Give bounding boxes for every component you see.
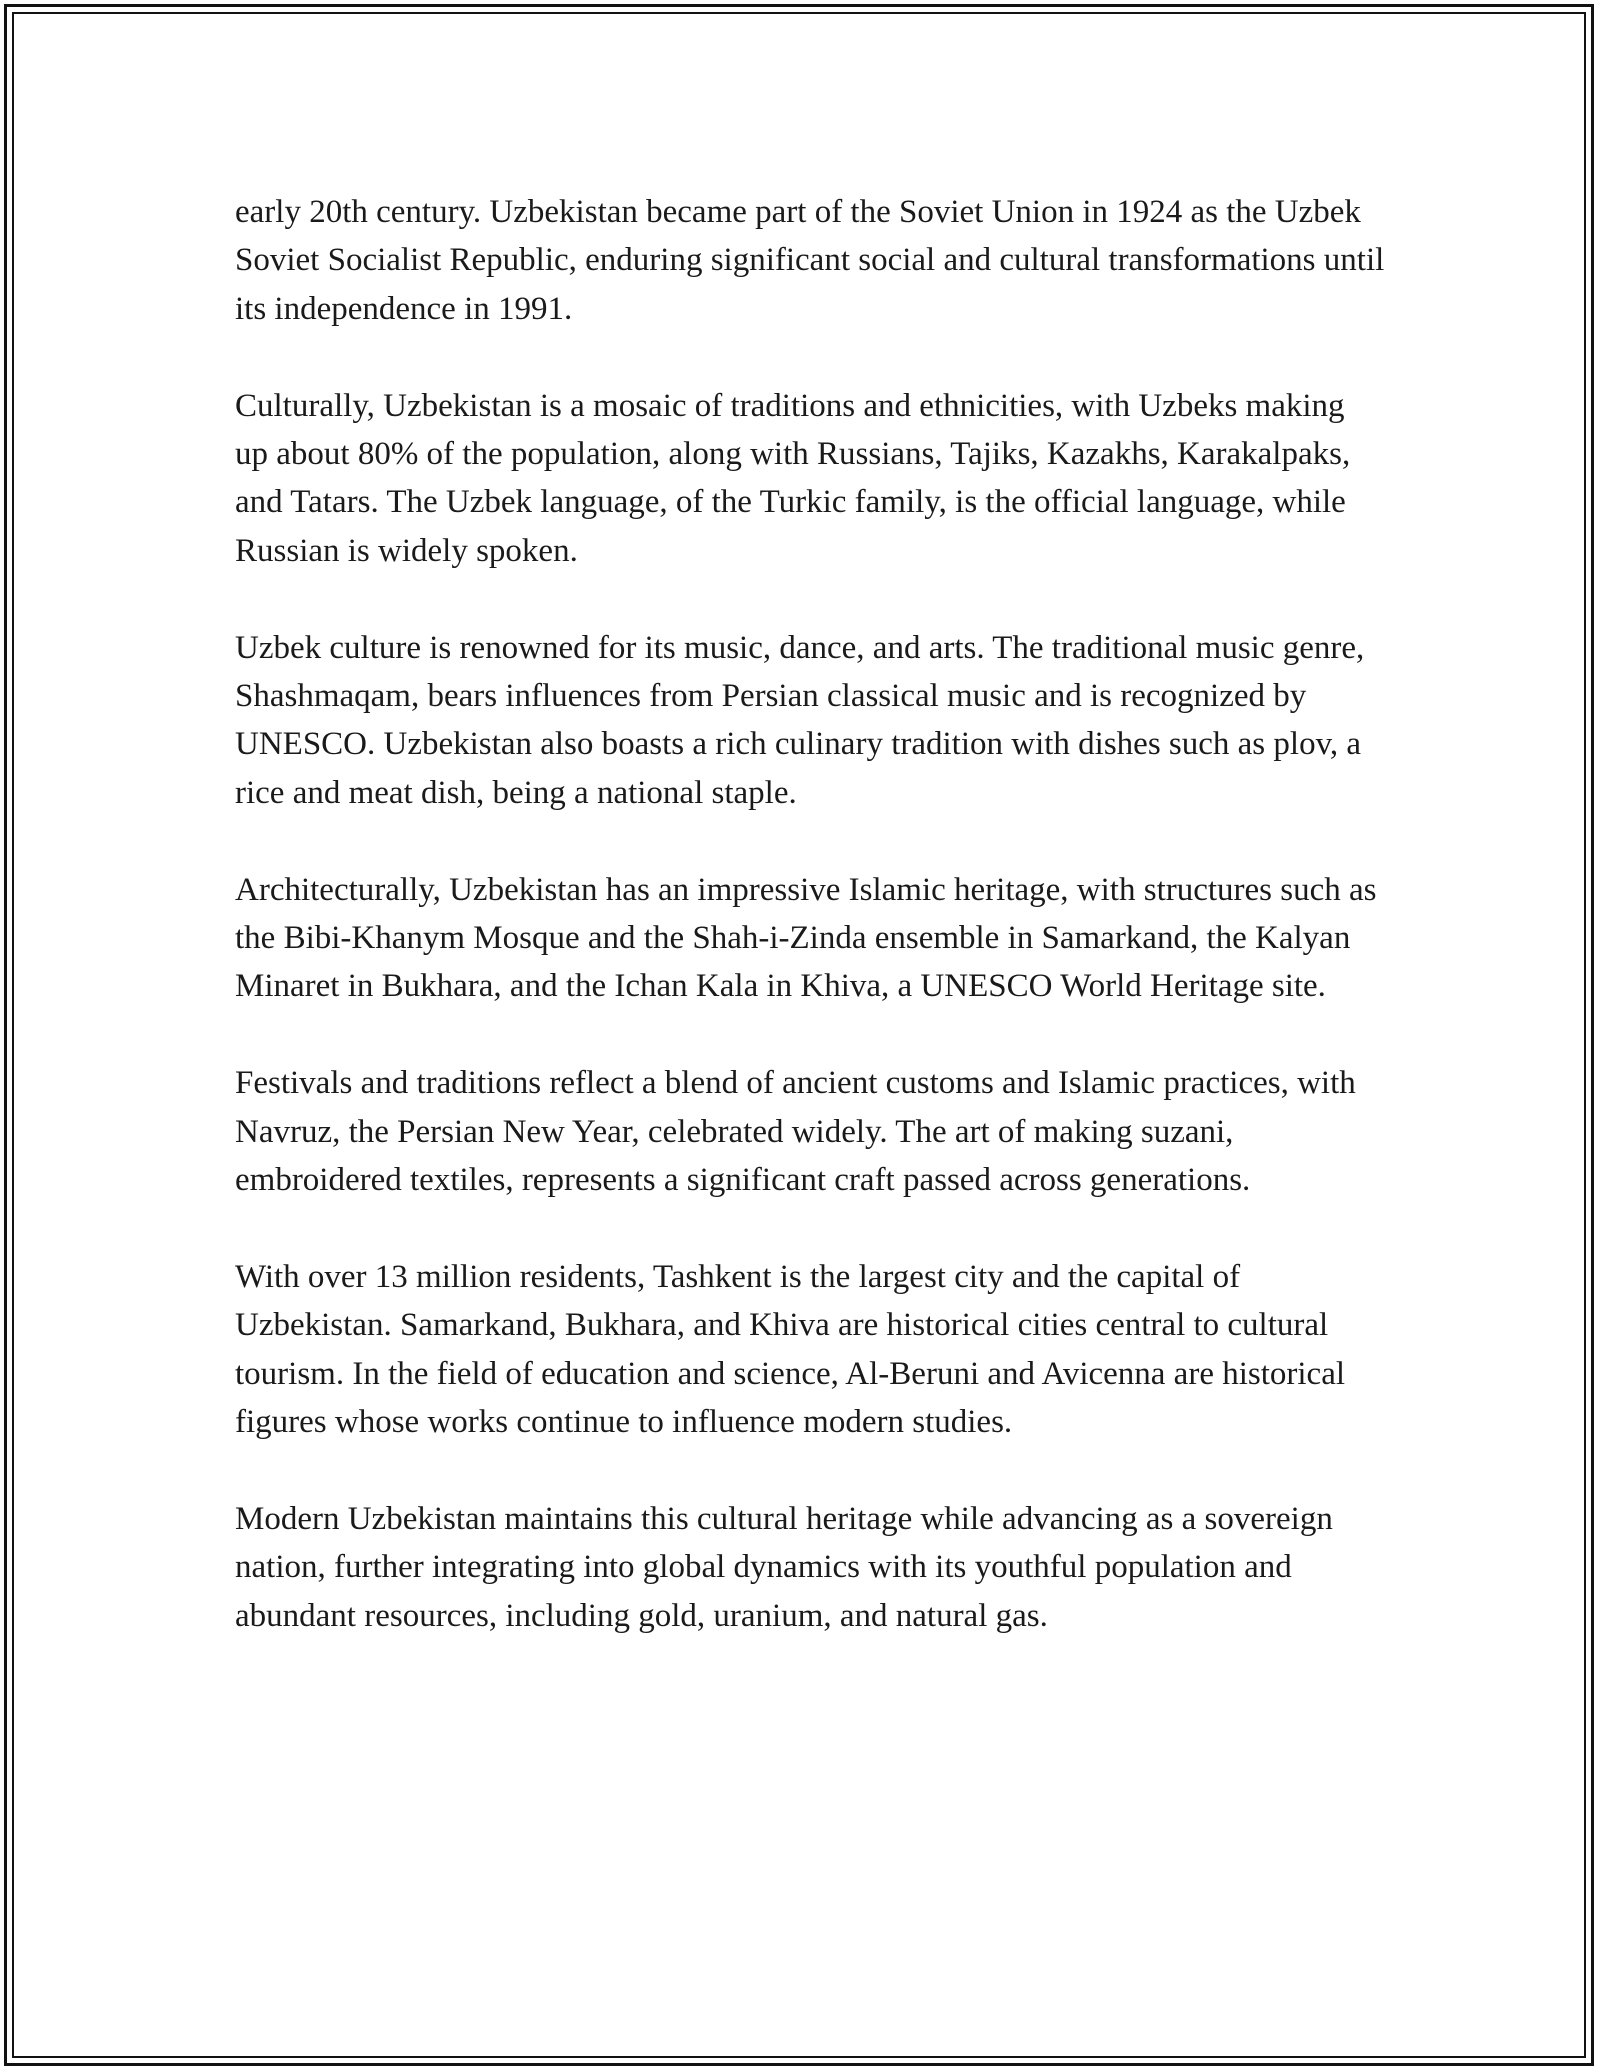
paragraph-cities: With over 13 million residents, Tashkent is the largest city and the capital of Uzbekistan. Samarkand, Bukhara, and Khiva are historical cities central to cultural tourism. In the field of education and science, Al-Beruni and Avicenna are historical figures whose works continue to influence modern studies. bbox=[235, 1258, 1346, 1441]
paragraph-ethnicities: Culturally, Uzbekistan is a mosaic of traditions and ethnicities, with Uzbeks making up about 80% of the population, along with Russians, Tajiks, Kazakhs, Karakalpaks, and Tatars. The Uzbek language, of the Turkic family, is the official language, while Russian is widely spoken. bbox=[235, 387, 1351, 569]
paragraph-music-cuisine: Uzbek culture is renowned for its music, dance, and arts. The traditional music genre, Shashmaqam, bears influences from Persian classical music and is recognized by UNESCO. Uzbekistan also boasts a rich culinary tradition with dishes such as plov, a rice and meat dish, being a national staple. bbox=[235, 629, 1365, 811]
document-body bbox=[235, 188, 1385, 1640]
paragraph-soviet-era: early 20th century. Uzbekistan became part of the Soviet Union in 1924 as the Uzbek Soviet Socialist Republic, enduring significant social and cultural transformations until its independence in 1991. bbox=[235, 194, 1385, 327]
paragraph-festivals: Festivals and traditions reflect a blend of ancient customs and Islamic practices, with Navruz, the Persian New Year, celebrated widely. The art of making suzani, embroidered textiles, represents a significant craft passed across generations. bbox=[235, 1065, 1356, 1199]
paragraph-modern: Modern Uzbekistan maintains this cultural heritage while advancing as a sovereign nation, further integrating into global dynamics with its youthful population and abundant resources, including gold, uranium, and natural gas. bbox=[235, 1500, 1333, 1634]
paragraph-architecture: Architecturally, Uzbekistan has an impressive Islamic heritage, with structures such as the Bibi-Khanym Mosque and the Shah-i-Zinda ensemble in Samarkand, the Kalyan Minaret in Bukhara, and the Ichan Kala in Khiva, a UNESCO World Heritage site. bbox=[235, 871, 1377, 1005]
